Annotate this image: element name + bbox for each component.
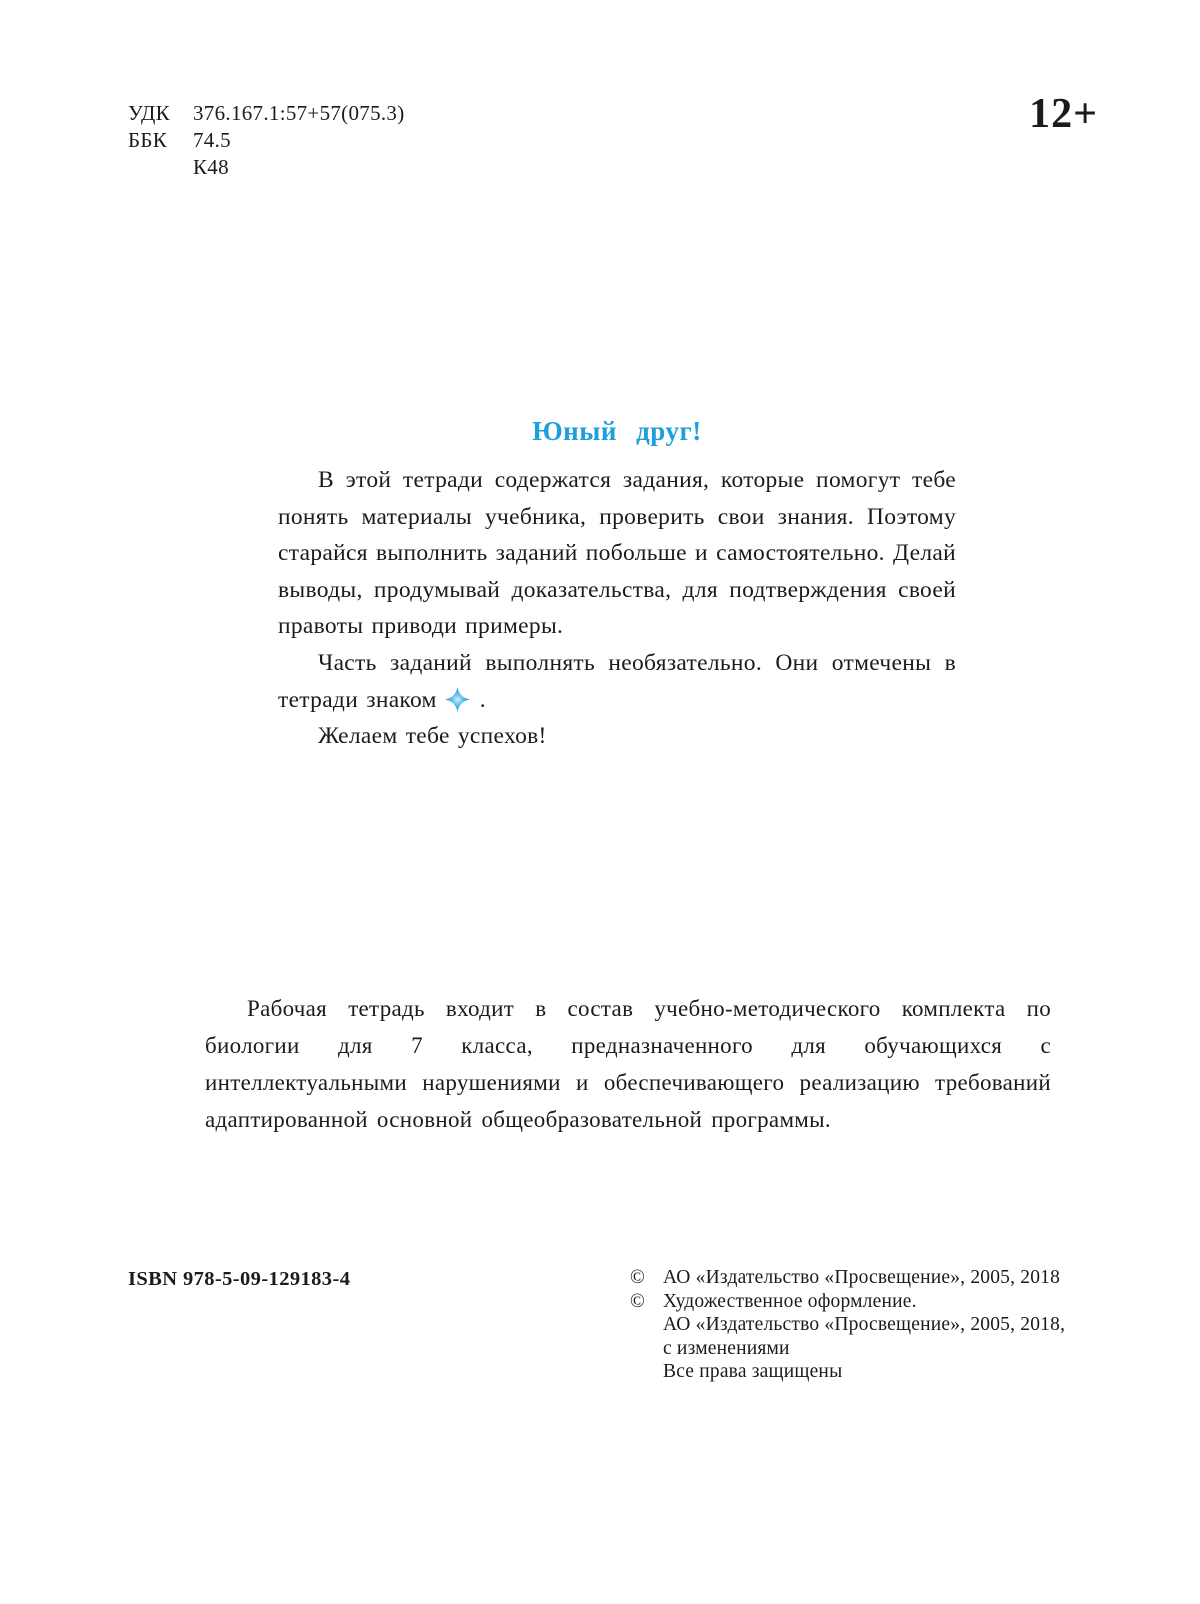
age-rating-badge: 12+ [1029,91,1098,137]
sparkle-icon [445,687,470,712]
copyright-line-4: с изменениями [663,1337,790,1359]
copyright-line-5: Все права защищены [663,1361,843,1382]
bbk-label: ББК [128,128,168,152]
greeting-paragraph-3: Желаем тебе успехов! [318,723,547,750]
greeting-paragraph-2-text: Часть заданий выполнять необязательно. Они отмечены в тетради знаком [278,649,956,713]
copyright-spacer-1 [630,1313,663,1337]
udk-label: УДК [128,101,170,125]
greeting-title: Юный друг! [532,416,702,446]
annotation-paragraph: Рабочая тетрадь входит в состав учебно-методического комплекта по биологии для 7 класса, предназначенного для обучающихся с интеллектуальными нарушениями и обеспечивающего реализацию требований адаптированной основной общеобразовательной программы. [205,996,1051,1132]
copyright-line-3: АО «Издательство «Просвещение», 2005, 2018, [663,1314,1066,1335]
greeting-paragraph-2-period: . [479,686,486,713]
copyright-symbol-1: © [630,1267,646,1288]
udk-value: 376.167.1:57+57(075.3) [193,101,405,125]
copyright-line-1: АО «Издательство «Просвещение», 2005, 2018 [663,1267,1061,1288]
copyright-line-2: Художественное оформление. [663,1290,917,1312]
copyright-spacer-2 [630,1337,663,1361]
copyright-spacer-3 [630,1360,663,1384]
codes-spacer [128,154,193,181]
bbk-value: 74.5 [193,128,231,152]
isbn-line: ISBN 978-5-09-129183-4 [128,1268,351,1290]
greeting-paragraph-1: В этой тетради содержатся задания, которые помогут тебе понять материалы учебника, проверить свои знания. Поэтому старайся выполнить заданий побольше и самостоятельно. Делай выводы, продумывай доказательства, для подтверждения своей правоты приводи примеры. [278,467,956,640]
copyright-symbol-2: © [630,1290,646,1312]
greeting-paragraph-2 [278,645,956,718]
copyright-block [630,1266,1065,1384]
author-code: К48 [193,155,229,179]
greeting-section [278,416,956,755]
classification-codes [128,100,405,181]
